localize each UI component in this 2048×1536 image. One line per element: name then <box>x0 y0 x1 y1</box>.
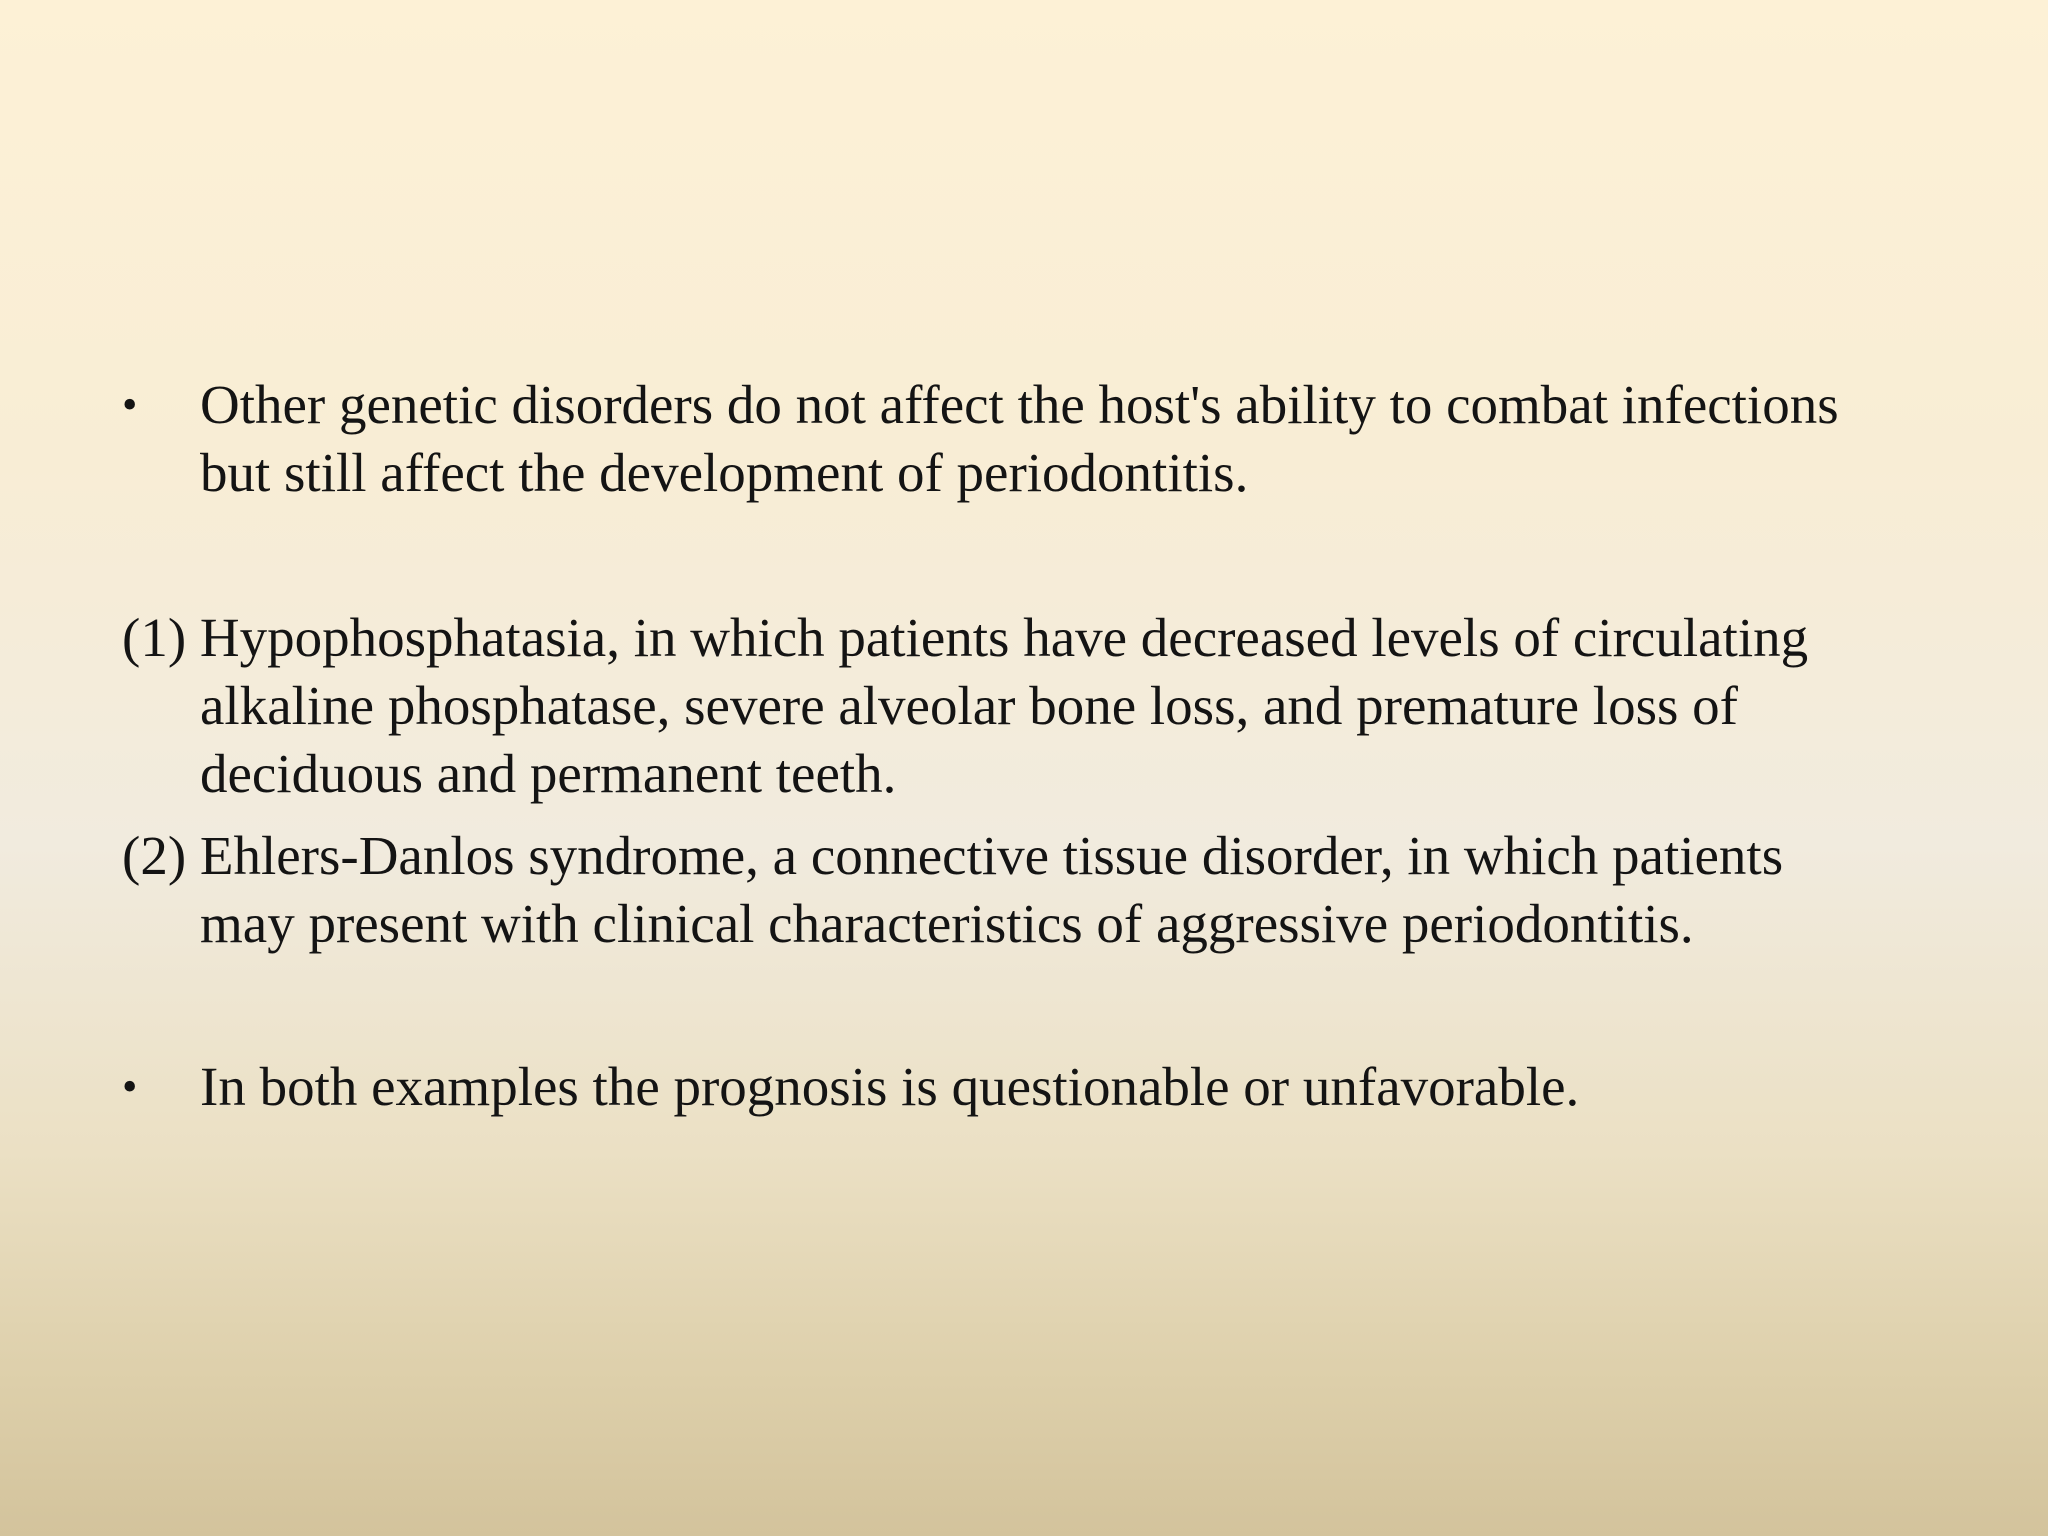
item-2-line-2: may present with clinical characteristics of aggressive periodontitis. <box>200 893 1694 954</box>
bullet-2-line-1: In both examples the prognosis is questionable or unfavorable. <box>200 1056 1580 1117</box>
item-2-line-1: (2) Ehlers-Danlos syndrome, a connective tissue disorder, in which patients <box>122 825 1784 886</box>
bullet-marker: • <box>122 380 138 429</box>
item-1-line-2: alkaline phosphatase, severe alveolar bone loss, and premature loss of <box>200 675 1738 736</box>
bullet-marker: • <box>122 1062 138 1111</box>
item-1-line-1: (1) Hypophosphatasia, in which patients have decreased levels of circulating <box>122 607 1809 668</box>
bullet-1-line-2: but still affect the development of periodontitis. <box>200 442 1249 503</box>
item-1-line-3: deciduous and permanent teeth. <box>200 743 897 804</box>
bullet-1-line-1: Other genetic disorders do not affect the host's ability to combat infections <box>200 374 1839 435</box>
